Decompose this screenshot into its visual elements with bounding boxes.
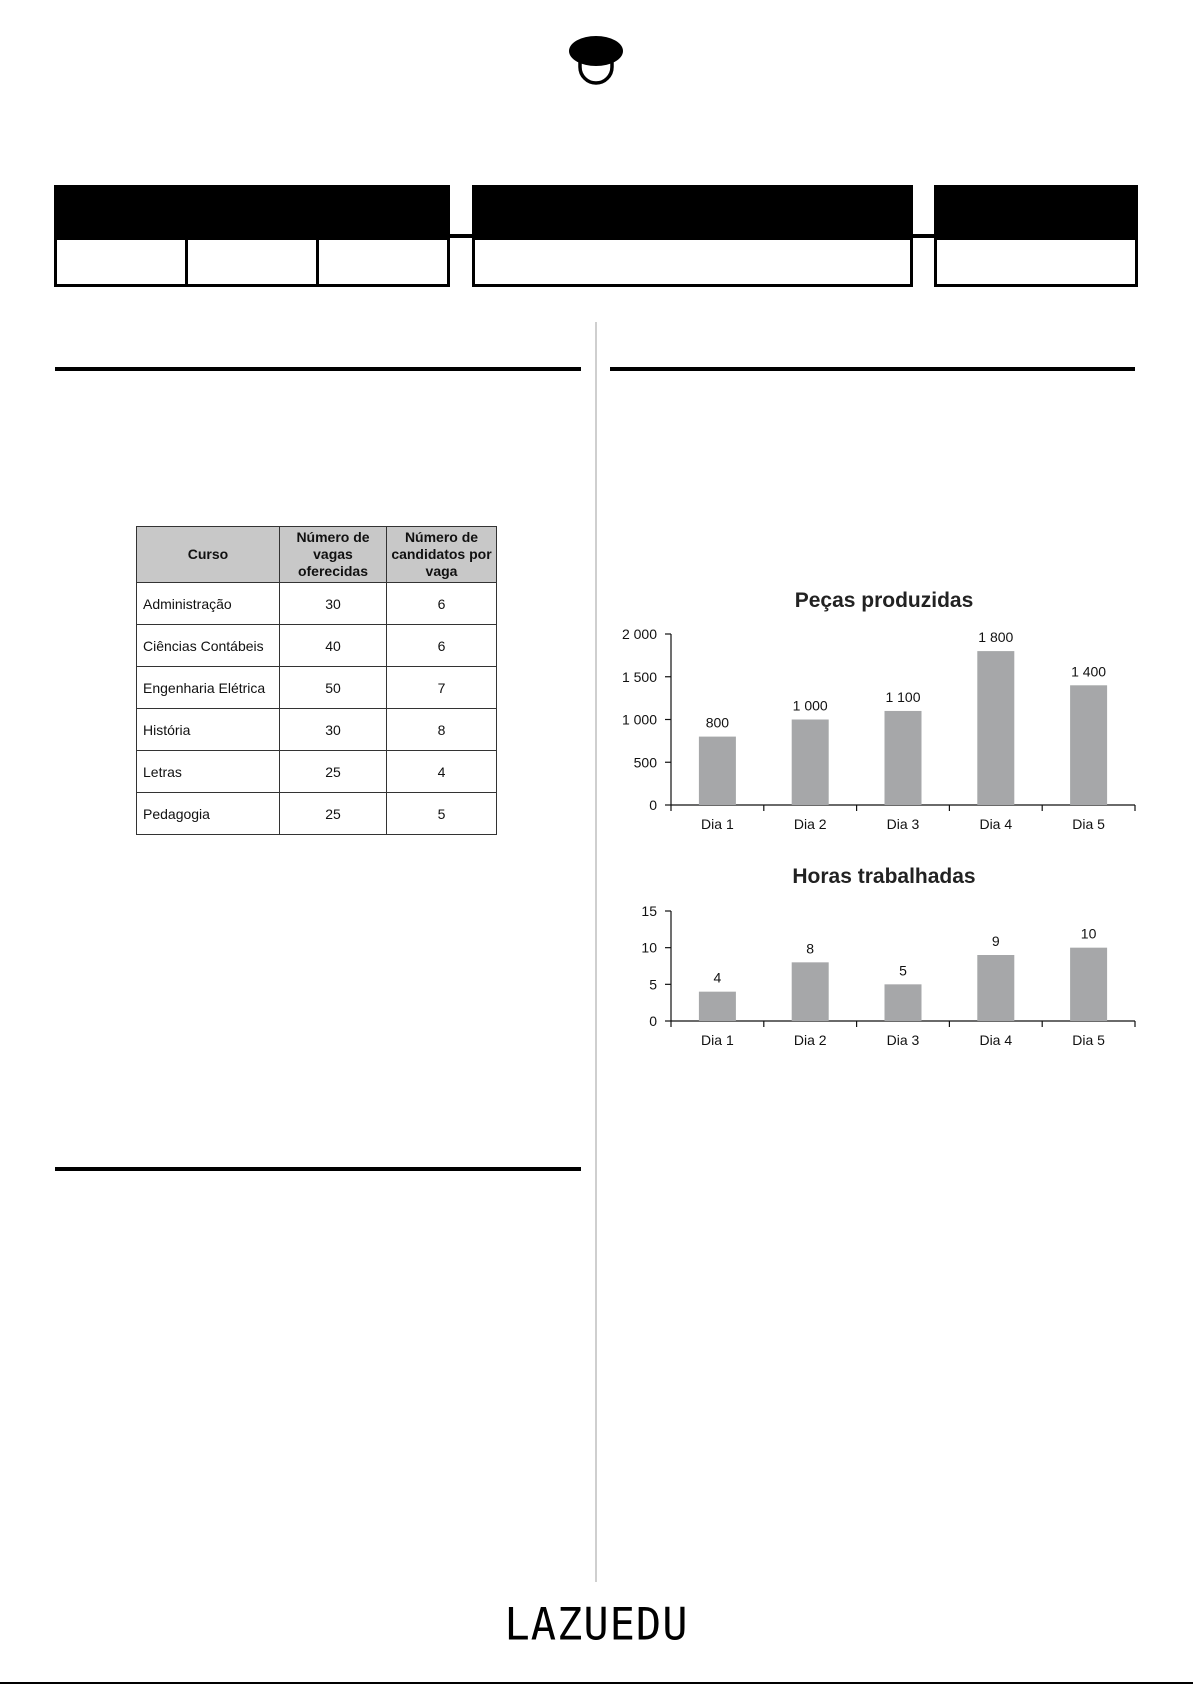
course-name: Administração bbox=[137, 583, 280, 625]
header-candidatos: Número de candidatos por vaga bbox=[387, 527, 497, 583]
course-name: Engenharia Elétrica bbox=[137, 667, 280, 709]
y-tick-label: 500 bbox=[633, 754, 657, 771]
x-tick-label: Dia 3 bbox=[886, 816, 920, 832]
bar bbox=[977, 955, 1014, 1021]
header-curso: Curso bbox=[137, 527, 280, 583]
bar bbox=[1070, 948, 1107, 1021]
candidatos-value: 4 bbox=[387, 751, 497, 793]
x-tick-label: Dia 5 bbox=[1072, 1032, 1105, 1048]
vagas-value: 40 bbox=[280, 625, 387, 667]
x-tick-label: Dia 2 bbox=[793, 1032, 827, 1048]
data-label: 800 bbox=[705, 714, 730, 731]
course-name: Pedagogia bbox=[137, 793, 280, 835]
y-tick-label: 15 bbox=[641, 903, 657, 919]
candidatos-value: 6 bbox=[387, 625, 497, 667]
data-label: 8 bbox=[806, 940, 815, 957]
data-label: 1 000 bbox=[792, 697, 828, 714]
bar bbox=[885, 711, 922, 805]
candidatos-value: 6 bbox=[387, 583, 497, 625]
chart-horas-trabalhadas bbox=[641, 865, 1135, 1048]
data-label: 1 400 bbox=[1071, 663, 1107, 680]
data-label: 9 bbox=[991, 933, 1000, 949]
vagas-value: 30 bbox=[280, 709, 387, 751]
y-tick-label: 1 000 bbox=[621, 711, 657, 728]
candidatos-value: 8 bbox=[387, 709, 497, 751]
brand-wordmark: LAZUEDU bbox=[504, 1598, 689, 1651]
candidatos-value: 5 bbox=[387, 793, 497, 835]
bar bbox=[792, 962, 829, 1021]
data-label: 4 bbox=[713, 969, 722, 986]
x-tick-label: Dia 4 bbox=[979, 816, 1013, 832]
y-tick-label: 10 bbox=[641, 939, 657, 956]
data-label: 5 bbox=[899, 962, 907, 979]
x-tick-label: Dia 1 bbox=[701, 1032, 734, 1048]
y-tick-label: 0 bbox=[649, 1013, 657, 1029]
y-tick-label: 5 bbox=[649, 976, 657, 993]
header-vagas: Número de vagas oferecidas bbox=[280, 527, 387, 583]
x-tick-label: Dia 2 bbox=[793, 816, 827, 832]
y-tick-label: 0 bbox=[649, 797, 657, 813]
course-name: Ciências Contábeis bbox=[137, 625, 280, 667]
y-tick-label: 1 500 bbox=[621, 668, 657, 685]
chart-title: Horas trabalhadas bbox=[792, 865, 976, 888]
bar bbox=[885, 984, 922, 1021]
x-tick-label: Dia 3 bbox=[886, 1032, 920, 1048]
y-tick-label: 2 000 bbox=[621, 626, 657, 642]
vagas-value: 30 bbox=[280, 583, 387, 625]
bar bbox=[977, 651, 1014, 805]
bar bbox=[792, 720, 829, 806]
x-tick-label: Dia 5 bbox=[1072, 816, 1105, 832]
x-tick-label: Dia 1 bbox=[701, 816, 734, 832]
course-name: Letras bbox=[137, 751, 280, 793]
bar bbox=[699, 992, 736, 1021]
vagas-value: 50 bbox=[280, 667, 387, 709]
chart-title: Peças produzidas bbox=[794, 589, 974, 612]
data-label: 1 100 bbox=[885, 688, 921, 705]
data-label: 10 bbox=[1080, 925, 1097, 942]
vagas-value: 25 bbox=[280, 793, 387, 835]
chart-pecas-produzidas bbox=[622, 589, 1135, 832]
data-label: 1 800 bbox=[978, 629, 1014, 646]
bar bbox=[1070, 685, 1107, 805]
vagas-value: 25 bbox=[280, 751, 387, 793]
candidatos-value: 7 bbox=[387, 667, 497, 709]
course-name: História bbox=[137, 709, 280, 751]
bottom-rule bbox=[0, 1682, 1193, 1684]
x-tick-label: Dia 4 bbox=[979, 1032, 1013, 1048]
bar bbox=[699, 737, 736, 805]
